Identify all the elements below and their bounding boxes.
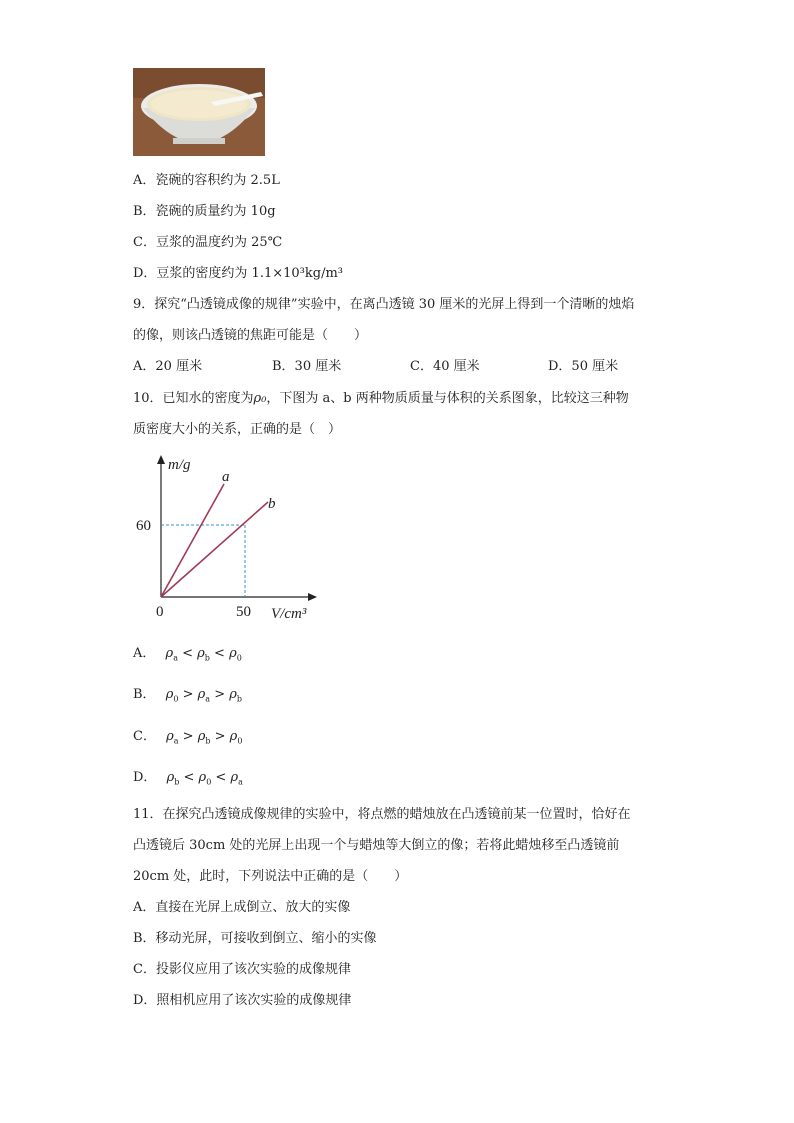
soy-milk-bowl-photo [133,68,265,156]
q9-stem-line1: 9．探究“凸透镜成像的规律”实验中，在离凸透镜 30 厘米的光屏上得到一个清晰的烛焰 [133,297,635,312]
q8-option-c: C．豆浆的温度约为 25℃ [133,235,283,250]
line-b-label: b [268,496,276,512]
q9-option-b: B．30 厘米 [272,359,342,374]
q11-option-b: B．移动光屏，可接收到倒立、缩小的实像 [133,931,377,946]
q9-option-c: C．40 厘米 [410,359,480,374]
q8-option-b: B．瓷碗的质量约为 10g [133,204,276,219]
q8-option-a: A．瓷碗的容积约为 2.5L [133,173,280,188]
mass-volume-graph [128,452,328,627]
q9-stem-line2: 的像，则该凸透镜的焦距可能是（ ） [133,328,368,343]
xtick-label: 50 [236,604,251,620]
q10-option-d: D． $\rho_b < \rho_0 < \rho_a$ [133,770,243,787]
ytick-label: 60 [136,518,151,534]
line-b [161,502,268,597]
q9-option-d: D．50 厘米 [548,359,619,374]
xlabel: V/cm³ [271,606,307,622]
x-axis-arrow [308,593,317,601]
q11-option-a: A．直接在光屏上成倒立、放大的实像 [133,900,351,915]
q10-option-b: B． $\rho_0 > \rho_a > \rho_b$ [133,687,243,704]
q11-stem-line3: 20cm 处，此时，下列说法中正确的是（ ） [133,869,408,884]
q11-option-c: C．投影仪应用了该次实验的成像规律 [133,962,351,977]
q10-option-a: A． $\rho_a < \rho_b < \rho_0$ [133,646,242,663]
origin-label: 0 [156,604,164,620]
q11-stem-line2: 凸透镜后 30cm 处的光屏上出现一个与蜡烛等大倒立的像；若将此蜡烛移至凸透镜前 [133,838,620,853]
q10-option-c: C． $\rho_a > \rho_b > \rho_0$ [133,729,243,746]
q10-stem-line2: 质密度大小的关系，正确的是（ ） [133,422,342,437]
q9-option-a: A．20 厘米 [133,359,203,374]
rho-zero: ρ₀ [253,391,267,406]
ylabel: m/g [168,457,191,473]
q10-stem-line1 [133,390,629,408]
line-a [161,484,224,597]
q8-option-d: D．豆浆的密度约为 1.1×10³kg/m³ [133,266,343,281]
q11-option-d: D．照相机应用了该次实验的成像规律 [133,993,352,1008]
y-axis-arrow [157,455,165,464]
q10-stem-pre: 10．已知水的密度为 [133,391,254,406]
q10-stem-post: ，下图为 a、b 两种物质质量与体积的关系图象，比较这三种物 [266,391,629,406]
line-a-label: a [222,469,230,485]
q11-stem-line1: 11．在探究凸透镜成像规律的实验中，将点燃的蜡烛放在凸透镜前某一位置时，恰好在 [133,807,631,822]
